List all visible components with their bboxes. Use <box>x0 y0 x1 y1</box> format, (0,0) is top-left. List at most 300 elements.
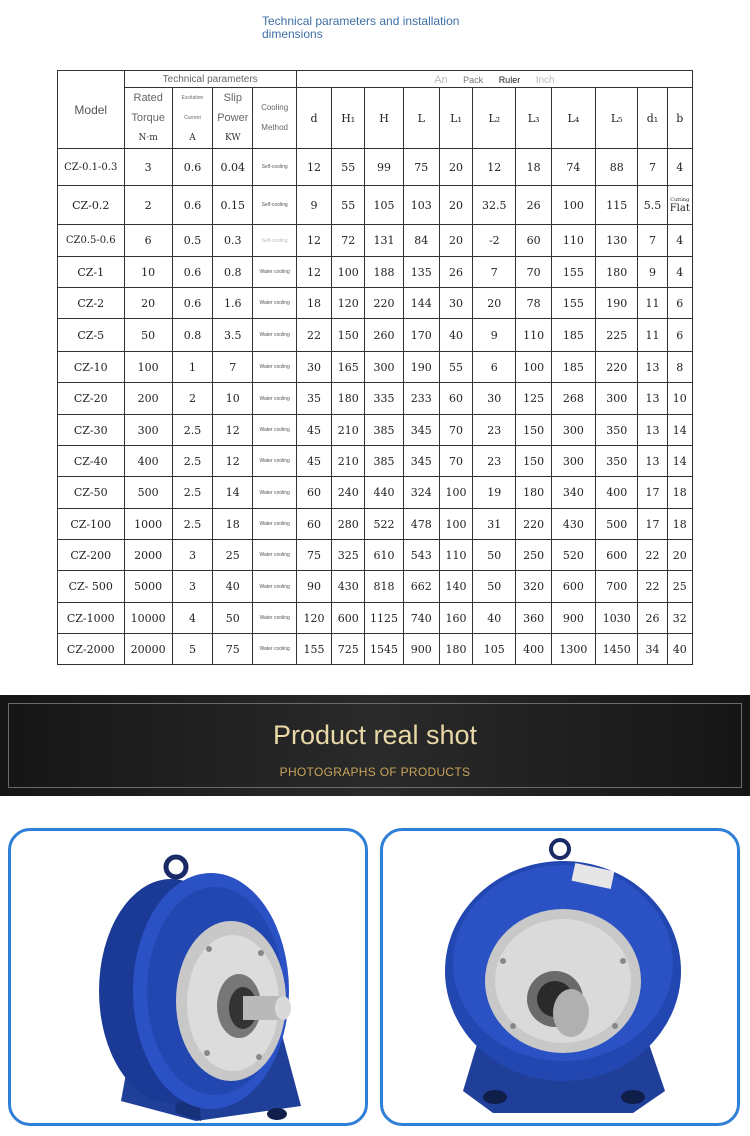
l-cell: 324 <box>403 477 439 509</box>
l-cell: 233 <box>403 383 439 415</box>
d1-cell: 11 <box>638 319 667 352</box>
b-cell: 18 <box>667 477 692 509</box>
current-cell: 0.8 <box>172 319 212 352</box>
torque-cell: 100 <box>124 352 172 383</box>
l5-cell: 220 <box>596 352 638 383</box>
h-cell: 260 <box>365 319 403 352</box>
power-cell: 0.8 <box>213 257 253 288</box>
h-cell: 610 <box>365 540 403 571</box>
current-cell: 2 <box>172 383 212 415</box>
d1-cell: 26 <box>638 603 667 634</box>
torque-cell: 200 <box>124 383 172 415</box>
dim-header-h1: H₁ <box>332 88 365 149</box>
l5-cell: 225 <box>596 319 638 352</box>
l3-cell: 180 <box>516 477 551 509</box>
table-row <box>58 415 693 446</box>
l1-cell: 40 <box>439 319 472 352</box>
d-cell: 9 <box>296 186 331 225</box>
l3-cell: 150 <box>516 446 551 477</box>
power-cell: 7 <box>213 352 253 383</box>
brake-side-view-illustration <box>11 831 365 1123</box>
b-cell: 4 <box>667 225 692 257</box>
torque-cell: 10 <box>124 257 172 288</box>
d1-cell: 13 <box>638 446 667 477</box>
l-cell: 345 <box>403 415 439 446</box>
b-cell: 6 <box>667 319 692 352</box>
b-value: Flat <box>669 202 690 214</box>
l2-cell: 6 <box>473 352 516 383</box>
d1-cell: 7 <box>638 225 667 257</box>
torque-header <box>124 88 172 149</box>
l4-cell: 155 <box>551 288 595 319</box>
d1-cell: 22 <box>638 540 667 571</box>
dim-header-l3: L₃ <box>516 88 551 149</box>
torque-cell: 2 <box>124 186 172 225</box>
current-cell: 5 <box>172 634 212 665</box>
l4-cell: 268 <box>551 383 595 415</box>
h-cell: 1545 <box>365 634 403 665</box>
l4-cell: 900 <box>551 603 595 634</box>
h1-cell: 100 <box>332 257 365 288</box>
h1-cell: 325 <box>332 540 365 571</box>
l1-cell: 20 <box>439 149 472 186</box>
dim-header-l4: L₄ <box>551 88 595 149</box>
l2-cell: 23 <box>473 446 516 477</box>
l2-cell: 31 <box>473 509 516 540</box>
current-cell: 3 <box>172 571 212 603</box>
dim-header-l: L <box>403 88 439 149</box>
l4-cell: 1300 <box>551 634 595 665</box>
ruler-an: An <box>434 73 448 86</box>
b-cell <box>667 186 692 225</box>
l2-cell: 50 <box>473 571 516 603</box>
l3-cell: 220 <box>516 509 551 540</box>
power-header <box>213 88 253 149</box>
torque-cell: 6 <box>124 225 172 257</box>
power-cell: 25 <box>213 540 253 571</box>
l2-cell: 23 <box>473 415 516 446</box>
l3-cell: 125 <box>516 383 551 415</box>
l1-cell: 20 <box>439 186 472 225</box>
current-cell: 3 <box>172 540 212 571</box>
l3-cell: 26 <box>516 186 551 225</box>
l2-cell: 7 <box>473 257 516 288</box>
table-row <box>58 319 693 352</box>
h-cell: 440 <box>365 477 403 509</box>
l-cell: 135 <box>403 257 439 288</box>
l5-cell: 350 <box>596 446 638 477</box>
l1-cell: 140 <box>439 571 472 603</box>
h1-cell: 210 <box>332 446 365 477</box>
l3-cell: 400 <box>516 634 551 665</box>
d1-cell: 13 <box>638 352 667 383</box>
b-cell: 40 <box>667 634 692 665</box>
h1-cell: 55 <box>332 186 365 225</box>
current-cell: 0.6 <box>172 257 212 288</box>
brake-front-view-illustration <box>383 831 737 1123</box>
dim-header-l5: L₅ <box>596 88 638 149</box>
power-cell: 1.6 <box>213 288 253 319</box>
b-cell: 25 <box>667 571 692 603</box>
d1-cell: 34 <box>638 634 667 665</box>
cooling-header <box>253 88 296 149</box>
l3-cell: 78 <box>516 288 551 319</box>
current-cell: 0.6 <box>172 149 212 186</box>
l2-cell: 50 <box>473 540 516 571</box>
power-header-line2: Power <box>217 112 249 124</box>
cooling-cell: Self-cooling <box>253 186 296 225</box>
l-cell: 103 <box>403 186 439 225</box>
banner-subtitle: PHOTOGRAPHS OF PRODUCTS <box>279 765 471 779</box>
l-cell: 740 <box>403 603 439 634</box>
d1-cell: 17 <box>638 477 667 509</box>
cooling-header-line2: Method <box>261 123 288 132</box>
d-cell: 22 <box>296 319 331 352</box>
l4-cell: 300 <box>551 415 595 446</box>
torque-cell: 20000 <box>124 634 172 665</box>
d1-cell: 11 <box>638 288 667 319</box>
d1-cell: 13 <box>638 415 667 446</box>
l-cell: 543 <box>403 540 439 571</box>
l3-cell: 360 <box>516 603 551 634</box>
h1-cell: 210 <box>332 415 365 446</box>
l4-cell: 74 <box>551 149 595 186</box>
l1-cell: 26 <box>439 257 472 288</box>
power-cell: 12 <box>213 446 253 477</box>
l5-cell: 130 <box>596 225 638 257</box>
l2-cell: 12 <box>473 149 516 186</box>
h1-cell: 150 <box>332 319 365 352</box>
l-cell: 345 <box>403 446 439 477</box>
d1-cell: 22 <box>638 571 667 603</box>
l4-cell: 185 <box>551 352 595 383</box>
current-cell: 0.5 <box>172 225 212 257</box>
current-header-line1: Excitation <box>181 95 204 101</box>
d-cell: 75 <box>296 540 331 571</box>
l3-cell: 100 <box>516 352 551 383</box>
h1-cell: 165 <box>332 352 365 383</box>
product-photo-side <box>8 828 368 1126</box>
l3-cell: 70 <box>516 257 551 288</box>
torque-header-line1: Rated <box>133 92 163 104</box>
l1-cell: 100 <box>439 509 472 540</box>
dim-header-d: d <box>296 88 331 149</box>
current-header <box>172 88 212 149</box>
cooling-cell: Water cooling <box>253 288 296 319</box>
h1-cell: 120 <box>332 288 365 319</box>
torque-unit: N·m <box>138 133 158 143</box>
d1-cell: 5.5 <box>638 186 667 225</box>
l2-cell: 20 <box>473 288 516 319</box>
h-cell: 818 <box>365 571 403 603</box>
b-cell: 14 <box>667 415 692 446</box>
l2-cell: 19 <box>473 477 516 509</box>
l2-cell: 9 <box>473 319 516 352</box>
dim-header-h: H <box>365 88 403 149</box>
d-cell: 45 <box>296 415 331 446</box>
h1-cell: 180 <box>332 383 365 415</box>
cooling-cell: Water cooling <box>253 319 296 352</box>
l5-cell: 180 <box>596 257 638 288</box>
l-cell: 84 <box>403 225 439 257</box>
power-cell: 3.5 <box>213 319 253 352</box>
h1-cell: 72 <box>332 225 365 257</box>
l4-cell: 185 <box>551 319 595 352</box>
current-cell: 0.6 <box>172 186 212 225</box>
torque-cell: 3 <box>124 149 172 186</box>
l1-cell: 70 <box>439 446 472 477</box>
model-header: Model <box>58 71 125 149</box>
current-cell: 0.6 <box>172 288 212 319</box>
table-row <box>58 603 693 634</box>
table-row <box>58 288 693 319</box>
table-row <box>58 571 693 603</box>
l4-cell: 600 <box>551 571 595 603</box>
l2-cell: 32.5 <box>473 186 516 225</box>
h1-cell: 240 <box>332 477 365 509</box>
l5-cell: 700 <box>596 571 638 603</box>
d-cell: 90 <box>296 571 331 603</box>
product-photo-front <box>380 828 740 1126</box>
cooling-cell: Water cooling <box>253 446 296 477</box>
l5-cell: 600 <box>596 540 638 571</box>
cooling-cell: Water cooling <box>253 603 296 634</box>
table-row <box>58 225 693 257</box>
h-cell: 99 <box>365 149 403 186</box>
l-cell: 144 <box>403 288 439 319</box>
h-cell: 385 <box>365 415 403 446</box>
model-cell: CZ-2 <box>58 288 125 319</box>
current-cell: 1 <box>172 352 212 383</box>
current-unit: A <box>189 133 196 143</box>
model-cell: CZ-5 <box>58 319 125 352</box>
d1-cell: 17 <box>638 509 667 540</box>
power-cell: 40 <box>213 571 253 603</box>
cooling-cell: Self-cooling <box>253 149 296 186</box>
model-cell: CZ-2000 <box>58 634 125 665</box>
b-cell: 32 <box>667 603 692 634</box>
cooling-cell: Water cooling <box>253 352 296 383</box>
model-cell: CZ-20 <box>58 383 125 415</box>
l-cell: 190 <box>403 352 439 383</box>
d-cell: 155 <box>296 634 331 665</box>
l1-cell: 160 <box>439 603 472 634</box>
model-cell: CZ-10 <box>58 352 125 383</box>
h1-cell: 725 <box>332 634 365 665</box>
d-cell: 12 <box>296 149 331 186</box>
torque-cell: 400 <box>124 446 172 477</box>
l4-cell: 155 <box>551 257 595 288</box>
power-cell: 0.04 <box>213 149 253 186</box>
b-note: Cutting <box>670 196 690 203</box>
b-cell: 18 <box>667 509 692 540</box>
l4-cell: 300 <box>551 446 595 477</box>
l3-cell: 60 <box>516 225 551 257</box>
d1-cell: 13 <box>638 383 667 415</box>
model-cell: CZ-40 <box>58 446 125 477</box>
page-title: Technical parameters and installation dimensions <box>262 14 460 41</box>
h-cell: 220 <box>365 288 403 319</box>
d-cell: 12 <box>296 225 331 257</box>
l4-cell: 340 <box>551 477 595 509</box>
model-cell: CZ-30 <box>58 415 125 446</box>
h-cell: 385 <box>365 446 403 477</box>
l2-cell: 105 <box>473 634 516 665</box>
ruler-ruler: Ruler <box>498 74 521 85</box>
h1-cell: 430 <box>332 571 365 603</box>
b-cell: 4 <box>667 149 692 186</box>
current-cell: 2.5 <box>172 477 212 509</box>
dim-header-l1: L₁ <box>439 88 472 149</box>
spec-table <box>57 70 693 665</box>
torque-cell: 20 <box>124 288 172 319</box>
l1-cell: 30 <box>439 288 472 319</box>
l1-cell: 55 <box>439 352 472 383</box>
model-cell: CZ0.5-0.6 <box>58 225 125 257</box>
current-cell: 4 <box>172 603 212 634</box>
torque-cell: 50 <box>124 319 172 352</box>
d-cell: 120 <box>296 603 331 634</box>
l3-cell: 320 <box>516 571 551 603</box>
d-cell: 60 <box>296 477 331 509</box>
torque-cell: 10000 <box>124 603 172 634</box>
l2-cell: 30 <box>473 383 516 415</box>
l5-cell: 400 <box>596 477 638 509</box>
table-row <box>58 149 693 186</box>
power-cell: 14 <box>213 477 253 509</box>
power-cell: 18 <box>213 509 253 540</box>
current-cell: 2.5 <box>172 415 212 446</box>
l-cell: 170 <box>403 319 439 352</box>
l5-cell: 1030 <box>596 603 638 634</box>
dim-header-b: b <box>667 88 692 149</box>
d-cell: 30 <box>296 352 331 383</box>
l3-cell: 18 <box>516 149 551 186</box>
product-shot-banner <box>0 695 750 796</box>
power-cell: 12 <box>213 415 253 446</box>
h-cell: 522 <box>365 509 403 540</box>
current-header-line2: Current <box>184 115 201 121</box>
h-cell: 131 <box>365 225 403 257</box>
d1-cell: 7 <box>638 149 667 186</box>
d-cell: 60 <box>296 509 331 540</box>
power-unit: KW <box>224 133 241 143</box>
h1-cell: 600 <box>332 603 365 634</box>
l-cell: 900 <box>403 634 439 665</box>
l1-cell: 180 <box>439 634 472 665</box>
d-cell: 18 <box>296 288 331 319</box>
model-cell: CZ-0.2 <box>58 186 125 225</box>
cooling-cell: Water cooling <box>253 477 296 509</box>
l5-cell: 115 <box>596 186 638 225</box>
torque-cell: 2000 <box>124 540 172 571</box>
ruler-pack: Pack <box>463 74 484 85</box>
b-cell: 8 <box>667 352 692 383</box>
l5-cell: 350 <box>596 415 638 446</box>
h-cell: 300 <box>365 352 403 383</box>
l5-cell: 300 <box>596 383 638 415</box>
l3-cell: 150 <box>516 415 551 446</box>
l5-cell: 1450 <box>596 634 638 665</box>
l1-cell: 70 <box>439 415 472 446</box>
model-cell: CZ-50 <box>58 477 125 509</box>
l4-cell: 520 <box>551 540 595 571</box>
h-cell: 1125 <box>365 603 403 634</box>
b-cell: 10 <box>667 383 692 415</box>
l2-cell: 40 <box>473 603 516 634</box>
d1-cell: 9 <box>638 257 667 288</box>
cooling-cell: Water cooling <box>253 509 296 540</box>
power-header-line1: Slip <box>223 92 242 104</box>
table-row <box>58 186 693 225</box>
torque-header-line2: Torque <box>131 112 165 124</box>
l4-cell: 110 <box>551 225 595 257</box>
table-row <box>58 634 693 665</box>
banner-title: Product real shot <box>272 720 478 750</box>
current-cell: 2.5 <box>172 446 212 477</box>
d-cell: 45 <box>296 446 331 477</box>
table-row <box>58 540 693 571</box>
d-cell: 12 <box>296 257 331 288</box>
power-cell: 0.15 <box>213 186 253 225</box>
b-cell: 6 <box>667 288 692 319</box>
h-cell: 335 <box>365 383 403 415</box>
l-cell: 478 <box>403 509 439 540</box>
b-cell: 20 <box>667 540 692 571</box>
b-cell: 4 <box>667 257 692 288</box>
cooling-cell: Self-cooling <box>253 225 296 257</box>
l-cell: 662 <box>403 571 439 603</box>
table-row <box>58 352 693 383</box>
torque-cell: 500 <box>124 477 172 509</box>
model-cell: CZ-100 <box>58 509 125 540</box>
power-cell: 10 <box>213 383 253 415</box>
torque-cell: 1000 <box>124 509 172 540</box>
table-row <box>58 257 693 288</box>
model-cell: CZ-1 <box>58 257 125 288</box>
current-cell: 2.5 <box>172 509 212 540</box>
cooling-header-line1: Cooling <box>261 103 289 112</box>
power-cell: 0.3 <box>213 225 253 257</box>
power-cell: 50 <box>213 603 253 634</box>
l3-cell: 250 <box>516 540 551 571</box>
l1-cell: 20 <box>439 225 472 257</box>
l1-cell: 110 <box>439 540 472 571</box>
table-row <box>58 383 693 415</box>
cooling-cell: Water cooling <box>253 634 296 665</box>
power-cell: 75 <box>213 634 253 665</box>
l4-cell: 100 <box>551 186 595 225</box>
torque-cell: 300 <box>124 415 172 446</box>
cooling-cell: Water cooling <box>253 540 296 571</box>
cooling-cell: Water cooling <box>253 415 296 446</box>
table-row <box>58 477 693 509</box>
unit-ruler-header <box>296 71 692 88</box>
h-cell: 105 <box>365 186 403 225</box>
l1-cell: 100 <box>439 477 472 509</box>
l3-cell: 110 <box>516 319 551 352</box>
ruler-inch: Inch <box>535 74 555 86</box>
l-cell: 75 <box>403 149 439 186</box>
model-cell: CZ-0.1-0.3 <box>58 149 125 186</box>
tech-params-header: Technical parameters <box>124 71 296 88</box>
cooling-cell: Water cooling <box>253 383 296 415</box>
l1-cell: 60 <box>439 383 472 415</box>
l5-cell: 88 <box>596 149 638 186</box>
l5-cell: 190 <box>596 288 638 319</box>
cooling-cell: Water cooling <box>253 571 296 603</box>
d-cell: 35 <box>296 383 331 415</box>
